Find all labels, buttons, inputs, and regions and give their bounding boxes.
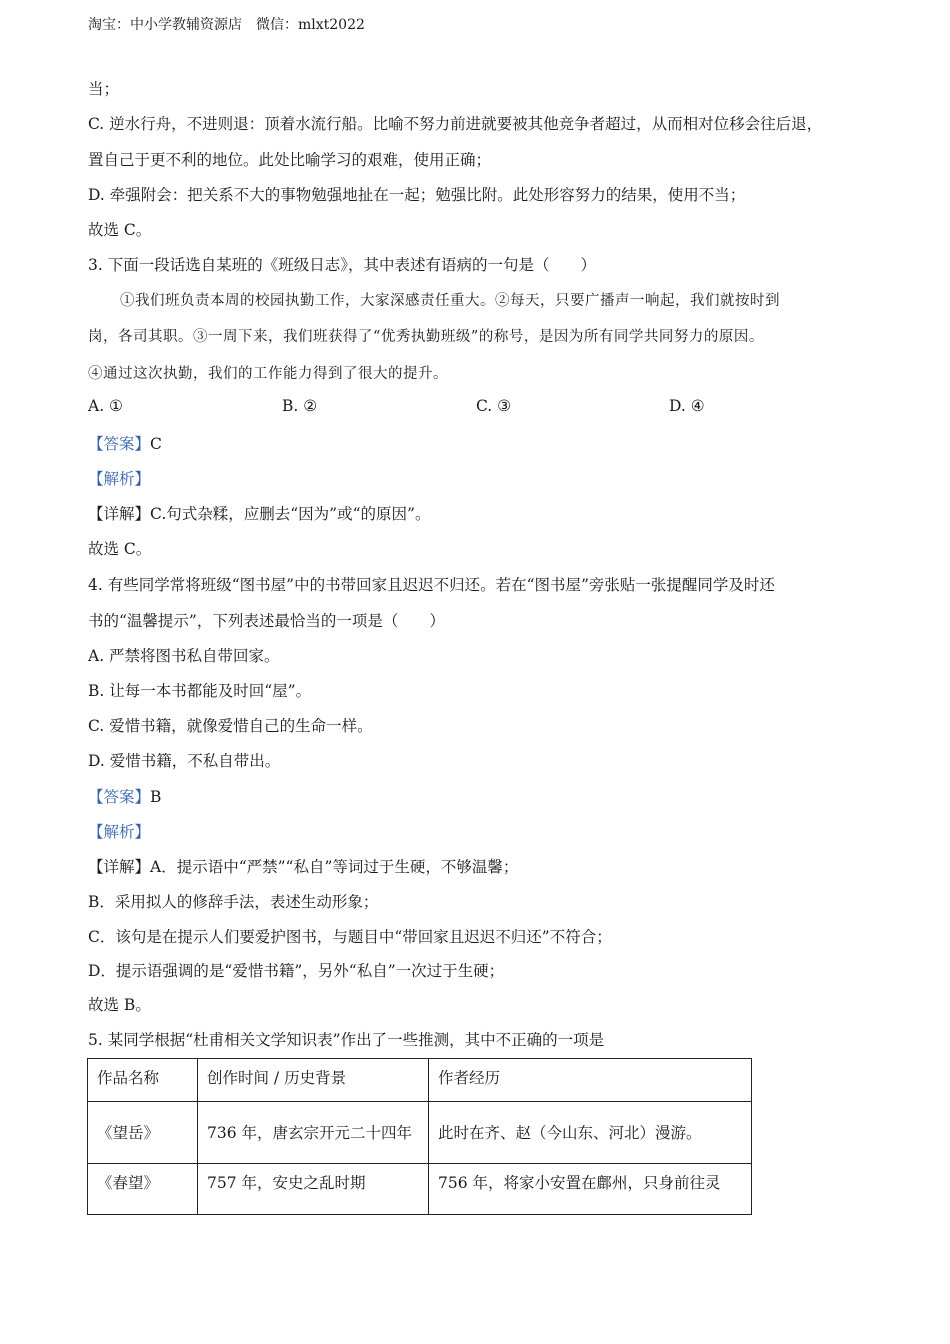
option-b: B. 让每一本书都能及时回“屋”。 [88,682,312,700]
detail-line [88,502,430,524]
table-header-cell: 作者经历 [429,1059,752,1102]
table-header-row [88,1059,752,1102]
text-line: B．采用拟人的修辞手法，表述生动形象； [88,893,379,911]
answer-tag: 【答案】 [88,788,151,806]
passage-line: ④通过这次执勤，我们的工作能力得到了很大的提升。 [88,366,448,382]
table-cell: 736 年，唐玄宗开元二十四年 [198,1102,429,1164]
detail-line [88,855,518,877]
text-line: 故选 B。 [88,996,151,1014]
option-d: D. ④ [669,397,705,415]
table-cell: 756 年，将家小安置在鄜州，只身前往灵 [429,1164,752,1215]
option-a: A. ① [88,397,123,415]
table-cell: 此时在齐、赵（今山东、河北）漫游。 [429,1102,752,1164]
option-d: D. 爱惜书籍，不私自带出。 [88,752,281,770]
text-line: 置自己于更不利的地位。此处比喻学习的艰难，使用正确； [88,151,492,169]
table-cell: 《春望》 [88,1164,198,1215]
table-cell: 757 年，安史之乱时期 [198,1164,429,1215]
question-3-stem: 3. 下面一段话选自某班的《班级日志》，其中表述有语病的一句是（ ） [88,256,596,274]
page-header: 淘宝：中小学教辅资源店 微信：mlxt2022 [88,17,365,33]
table-row [88,1102,752,1164]
analysis-line [88,820,150,842]
detail-tag: 【详解】 [88,505,151,523]
passage-line: ①我们班负责本周的校园执勤工作，大家深感责任重大。②每天，只要广播声一响起，我们就按时到 [120,293,780,309]
detail-text: C.句式杂糅，应删去“因为”或“的原因”。 [150,505,431,523]
text-line: D．提示语强调的是“爱惜书籍”，另外“私自”一次过于生硬； [88,962,505,980]
question-4-stem: 书的“温馨提示”，下列表述最恰当的一项是（ ） [88,612,445,630]
analysis-line [88,467,150,489]
question-4-stem: 4. 有些同学常将班级“图书屋”中的书带回家且迟迟不归还。若在“图书屋”旁张贴一张提醒同学及时还 [88,576,775,594]
answer-value: C [150,435,162,453]
literature-knowledge-table [87,1058,752,1215]
question-5-stem: 5. 某同学根据“杜甫相关文学知识表”作出了一些推测，其中不正确的一项是 [88,1031,605,1049]
table-header-cell: 作品名称 [88,1059,198,1102]
option-a: A. 严禁将图书私自带回家。 [88,647,280,665]
text-line: C．该句是在提示人们要爱护图书，与题目中“带回家且迟迟不归还”不符合； [88,928,612,946]
text-line: C. 逆水行舟，不进则退：顶着水流行船。比喻不努力前进就要被其他竞争者超过，从而相对位移会往后退， [88,115,823,133]
table-cell: 《望岳》 [88,1102,198,1164]
answer-tag: 【答案】 [88,435,151,453]
answer-line [88,785,161,807]
detail-tag: 【详解】 [88,858,151,876]
table-row [88,1164,752,1215]
text-line: D. 牵强附会：把关系不大的事物勉强地扯在一起；勉强比附。此处形容努力的结果，使用不当； [88,186,746,204]
table-header-cell: 创作时间 / 历史背景 [198,1059,429,1102]
detail-text: A．提示语中“严禁”“私自”等词过于生硬，不够温馨； [150,858,519,876]
answer-value: B [150,788,162,806]
text-line: 故选 C。 [88,540,152,558]
analysis-tag: 【解析】 [88,823,151,841]
analysis-tag: 【解析】 [88,470,151,488]
passage-line: 岗，各司其职。③一周下来，我们班获得了“优秀执勤班级”的称号，是因为所有同学共同努力的原因。 [88,329,764,345]
text-line: 故选 C。 [88,221,152,239]
option-b: B. ② [282,397,318,415]
text-line: 当； [88,80,120,98]
option-c: C. 爱惜书籍，就像爱惜自己的生命一样。 [88,717,373,735]
option-c: C. ③ [476,397,512,415]
answer-line [88,432,162,454]
